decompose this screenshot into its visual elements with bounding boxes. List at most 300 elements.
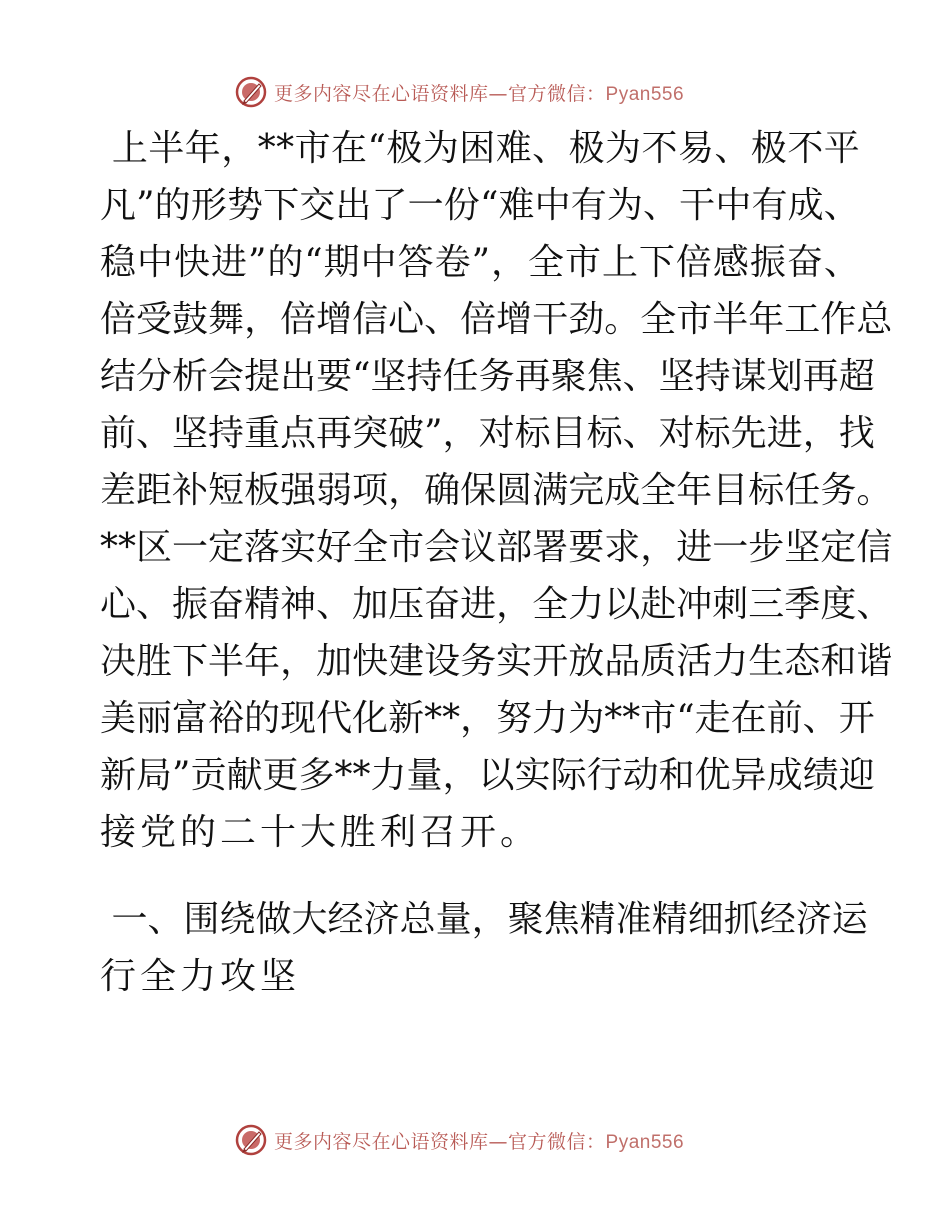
pen-logo-icon (234, 75, 268, 109)
glyph: 、 (643, 185, 680, 226)
glyph: 凡 (100, 185, 137, 226)
paragraph-line (100, 405, 875, 462)
glyph: 、 (622, 413, 659, 454)
watermark-label: 更多内容尽在心语资料库—官方微信： (274, 1130, 606, 1153)
glyph: 坚 (172, 413, 209, 454)
glyph: 突 (352, 413, 389, 454)
glyph: ， (640, 527, 677, 568)
paragraph-line (100, 633, 893, 690)
glyph: 加 (352, 584, 389, 625)
glyph: 完 (568, 470, 605, 511)
glyph: 焦 (586, 356, 623, 397)
glyph: 中 (136, 242, 173, 283)
glyph: 质 (640, 641, 677, 682)
glyph: 析 (172, 356, 209, 397)
glyph: 年 (748, 299, 785, 340)
glyph: 再 (802, 356, 839, 397)
glyph: 定 (820, 527, 857, 568)
glyph: 快 (352, 641, 389, 682)
glyph: 倍 (100, 299, 137, 340)
glyph: 结 (100, 356, 137, 397)
glyph: ， (244, 299, 281, 340)
glyph: 持 (406, 356, 443, 397)
glyph: 圆 (496, 470, 533, 511)
glyph: 更 (262, 755, 299, 796)
glyph: 奋 (786, 242, 823, 283)
glyph: 重 (244, 413, 281, 454)
glyph: 有 (570, 185, 607, 226)
glyph: 走 (694, 698, 731, 739)
glyph: 。 (856, 470, 893, 511)
glyph: 加 (316, 641, 353, 682)
glyph: 在 (331, 128, 368, 169)
glyph: 压 (388, 584, 425, 625)
glyph: 异 (730, 755, 767, 796)
glyph: “ (352, 356, 371, 397)
glyph: 冲 (676, 584, 713, 625)
glyph: 年 (184, 128, 221, 169)
glyph: 做 (255, 899, 292, 940)
glyph: 设 (424, 641, 461, 682)
glyph: 围 (183, 899, 220, 940)
glyph: 局 (136, 755, 173, 796)
glyph: 前 (100, 413, 137, 454)
glyph: 易 (677, 128, 714, 169)
glyph: 不 (787, 128, 824, 169)
glyph: 济 (363, 899, 400, 940)
glyph: ” (471, 242, 491, 283)
section-heading (100, 891, 868, 1005)
glyph: 鼓 (172, 299, 209, 340)
glyph: 总 (399, 899, 436, 940)
glyph: 生 (748, 641, 785, 682)
glyph: 大 (291, 899, 328, 940)
glyph: 经 (759, 899, 796, 940)
glyph: * (276, 128, 295, 169)
glyph: 和 (658, 755, 695, 796)
glyph: 部 (496, 527, 533, 568)
glyph: 上 (601, 242, 638, 283)
glyph: 动 (622, 755, 659, 796)
glyph: 实 (496, 641, 533, 682)
glyph: 极 (750, 128, 787, 169)
glyph: 半 (208, 641, 245, 682)
glyph: 坚 (370, 356, 407, 397)
glyph: 为 (606, 185, 643, 226)
glyph: 、 (856, 584, 893, 625)
glyph: 对 (478, 413, 515, 454)
glyph: 难 (498, 185, 535, 226)
glyph: 干 (532, 299, 569, 340)
glyph: 全 (532, 584, 569, 625)
glyph: 为 (422, 128, 459, 169)
glyph: 迎 (838, 755, 875, 796)
glyph: * (352, 755, 371, 796)
glyph: 、 (823, 242, 860, 283)
glyph: 神 (280, 584, 317, 625)
glyph: 困 (459, 128, 496, 169)
glyph: “ (304, 242, 323, 283)
glyph: 丽 (136, 698, 173, 739)
glyph: 、 (714, 128, 751, 169)
glyph: 富 (172, 698, 209, 739)
glyph: 确 (424, 470, 461, 511)
paragraph-line (100, 291, 893, 348)
glyph: 倍 (675, 242, 712, 283)
glyph: 距 (136, 470, 173, 511)
glyph: 下 (172, 641, 209, 682)
glyph: 极 (568, 128, 605, 169)
glyph: 总 (856, 299, 893, 340)
heading-line: 行全力攻坚 (100, 956, 301, 997)
glyph: 劲 (568, 299, 605, 340)
glyph: ” (136, 185, 155, 226)
glyph: 出 (280, 356, 317, 397)
glyph: 量 (435, 899, 472, 940)
glyph: 要 (568, 527, 605, 568)
glyph: 以 (604, 584, 641, 625)
glyph: 进 (676, 527, 713, 568)
glyph: 快 (173, 242, 210, 283)
glyph: 、 (147, 899, 184, 940)
glyph: 奋 (208, 584, 245, 625)
glyph: 标 (694, 413, 731, 454)
glyph: 持 (208, 413, 245, 454)
glyph: 满 (532, 470, 569, 511)
watermark-text (274, 1127, 684, 1154)
glyph: 细 (687, 899, 724, 940)
glyph: 标 (748, 470, 785, 511)
glyph: 心 (388, 299, 425, 340)
glyph: 先 (730, 413, 767, 454)
glyph: 倍 (280, 299, 317, 340)
glyph: 一 (407, 185, 444, 226)
glyph: 一 (712, 527, 749, 568)
glyph: 答 (397, 242, 434, 283)
glyph: 一 (111, 899, 148, 940)
glyph: 美 (100, 698, 137, 739)
glyph: 进 (210, 242, 247, 283)
glyph: 了 (371, 185, 408, 226)
glyph: ， (442, 413, 479, 454)
glyph: 强 (280, 470, 317, 511)
glyph: 谐 (856, 641, 893, 682)
glyph: 增 (496, 299, 533, 340)
glyph: 感 (712, 242, 749, 283)
glyph: ， (221, 128, 258, 169)
glyph: 、 (823, 185, 860, 226)
glyph: 心 (100, 584, 137, 625)
glyph: 决 (100, 641, 137, 682)
glyph: 为 (568, 698, 605, 739)
paragraph-line (100, 120, 860, 177)
glyph: 前 (766, 698, 803, 739)
glyph: “ (367, 128, 386, 169)
glyph: ， (388, 470, 425, 511)
glyph: 献 (226, 755, 263, 796)
glyph: 努 (496, 698, 533, 739)
glyph: 胜 (136, 641, 173, 682)
glyph: 全 (640, 470, 677, 511)
glyph: ， (496, 584, 533, 625)
glyph: 提 (244, 356, 281, 397)
glyph: 落 (244, 527, 281, 568)
glyph: * (622, 698, 641, 739)
glyph: 务 (478, 356, 515, 397)
glyph: 精 (579, 899, 616, 940)
glyph: 、 (316, 584, 353, 625)
glyph: 奋 (424, 584, 461, 625)
glyph: ， (490, 242, 527, 283)
glyph: 新 (388, 698, 425, 739)
glyph: 全 (352, 527, 389, 568)
glyph: 稳 (100, 242, 137, 283)
glyph: 际 (550, 755, 587, 796)
glyph: 现 (280, 698, 317, 739)
glyph: 增 (316, 299, 353, 340)
glyph: * (100, 527, 118, 568)
glyph (100, 120, 111, 177)
glyph: ” (424, 413, 443, 454)
glyph: 聚 (507, 899, 544, 940)
glyph: 一 (172, 527, 209, 568)
glyph: 区 (136, 527, 173, 568)
glyph: 中 (715, 185, 752, 226)
glyph: * (118, 527, 136, 568)
glyph: 下 (638, 242, 675, 283)
glyph: 补 (172, 470, 209, 511)
glyph: 振 (172, 584, 209, 625)
glyph: 年 (244, 641, 281, 682)
glyph: 裕 (208, 698, 245, 739)
paragraph-line (100, 747, 875, 804)
glyph: 成 (766, 755, 803, 796)
glyph: 出 (335, 185, 372, 226)
glyph: 再 (514, 356, 551, 397)
glyph: 市 (388, 527, 425, 568)
glyph: 季 (784, 584, 821, 625)
glyph: 署 (532, 527, 569, 568)
glyph: 济 (795, 899, 832, 940)
glyph: 全 (527, 242, 564, 283)
glyph: 进 (460, 584, 497, 625)
glyph: 任 (442, 356, 479, 397)
glyph: 行 (586, 755, 623, 796)
glyph: 的 (267, 242, 304, 283)
glyph: 实 (514, 755, 551, 796)
glyph: 要 (316, 356, 353, 397)
glyph: 的 (244, 698, 281, 739)
glyph: 分 (136, 356, 173, 397)
glyph: 、 (424, 299, 461, 340)
glyph: 有 (751, 185, 788, 226)
paragraph-line (100, 348, 875, 405)
glyph: 化 (352, 698, 389, 739)
glyph: 目 (712, 470, 749, 511)
glyph: 运 (831, 899, 868, 940)
glyph: ， (802, 413, 839, 454)
glyph: * (604, 698, 623, 739)
glyph: 代 (316, 698, 353, 739)
glyph: 度 (820, 584, 857, 625)
glyph: 标 (586, 413, 623, 454)
body-paragraph (100, 120, 893, 861)
glyph: 市 (294, 128, 331, 169)
glyph: 项 (352, 470, 389, 511)
glyph: 务 (460, 641, 497, 682)
glyph: “ (676, 698, 695, 739)
glyph: * (424, 698, 443, 739)
glyph: 和 (820, 641, 857, 682)
glyph: 求 (604, 527, 641, 568)
glyph: 在 (730, 698, 767, 739)
paragraph-line (100, 576, 893, 633)
glyph: 会 (208, 356, 245, 397)
glyph: 形 (190, 185, 227, 226)
paragraph-line (100, 690, 875, 747)
paragraph-line (100, 519, 893, 576)
glyph: ， (460, 698, 497, 739)
glyph: 极 (386, 128, 423, 169)
glyph: 破 (388, 413, 425, 454)
glyph: 不 (641, 128, 678, 169)
glyph: 力 (532, 698, 569, 739)
glyph: 、 (622, 356, 659, 397)
glyph: 振 (749, 242, 786, 283)
glyph: 力 (712, 641, 749, 682)
glyph: 绩 (802, 755, 839, 796)
glyph: * (442, 698, 461, 739)
glyph: 多 (298, 755, 335, 796)
glyph: 实 (280, 527, 317, 568)
glyph: 中 (360, 242, 397, 283)
glyph: 精 (651, 899, 688, 940)
glyph: 点 (280, 413, 317, 454)
glyph: “ (479, 185, 499, 226)
glyph: 年 (676, 470, 713, 511)
glyph: 。 (604, 299, 641, 340)
glyph: 保 (460, 470, 497, 511)
glyph: 建 (388, 641, 425, 682)
glyph: 会 (424, 527, 461, 568)
glyph: 贡 (190, 755, 227, 796)
glyph: 议 (460, 527, 497, 568)
glyph: ， (471, 899, 508, 940)
glyph: 经 (327, 899, 364, 940)
glyph: 标 (514, 413, 551, 454)
paragraph-line: 接党的二十大胜利召开。 (100, 812, 541, 853)
glyph: 成 (604, 470, 641, 511)
glyph: 谋 (730, 356, 767, 397)
glyph: 为 (605, 128, 642, 169)
glyph: 成 (787, 185, 824, 226)
glyph: 中 (534, 185, 571, 226)
glyph: 任 (784, 470, 821, 511)
glyph: 持 (694, 356, 731, 397)
glyph: 新 (100, 755, 137, 796)
glyph: 坚 (784, 527, 821, 568)
glyph: ， (280, 641, 317, 682)
watermark-header (234, 72, 684, 112)
glyph: 进 (766, 413, 803, 454)
glyph: 舞 (208, 299, 245, 340)
glyph: 难 (495, 128, 532, 169)
glyph: ， (442, 755, 479, 796)
glyph: 市 (564, 242, 601, 283)
glyph: 放 (568, 641, 605, 682)
watermark-text (274, 79, 684, 106)
watermark-wechat-id: Pyan556 (605, 1131, 685, 1153)
glyph: 平 (823, 128, 860, 169)
glyph: 上 (111, 128, 148, 169)
glyph: 划 (766, 356, 803, 397)
glyph: 活 (676, 641, 713, 682)
glyph: 刺 (712, 584, 749, 625)
paragraph-line (100, 462, 893, 519)
glyph: 半 (148, 128, 185, 169)
glyph: 卷 (434, 242, 471, 283)
glyph: 短 (208, 470, 245, 511)
glyph: 目 (550, 413, 587, 454)
glyph: 半 (712, 299, 749, 340)
glyph: 力 (568, 584, 605, 625)
watermark-wechat-id: Pyan556 (605, 83, 685, 105)
heading-line (100, 891, 868, 948)
glyph: 焦 (543, 899, 580, 940)
glyph: 绕 (219, 899, 256, 940)
glyph: 全 (640, 299, 677, 340)
paragraph-line (100, 177, 860, 234)
glyph: 期 (323, 242, 360, 283)
glyph: 准 (615, 899, 652, 940)
glyph: 交 (299, 185, 336, 226)
glyph: 超 (838, 356, 875, 397)
pen-logo-icon (234, 1123, 268, 1157)
glyph: 势 (226, 185, 263, 226)
glyph: 量 (406, 755, 443, 796)
glyph: 板 (244, 470, 281, 511)
glyph: 、 (532, 128, 569, 169)
glyph: 好 (316, 527, 353, 568)
glyph: ” (247, 242, 267, 283)
glyph: 找 (838, 413, 875, 454)
glyph: 、 (136, 584, 173, 625)
glyph: 工 (784, 299, 821, 340)
glyph: 态 (784, 641, 821, 682)
glyph: 以 (478, 755, 515, 796)
glyph: 干 (679, 185, 716, 226)
glyph: 市 (640, 698, 677, 739)
glyph: 、 (136, 413, 173, 454)
glyph (100, 891, 111, 948)
paragraph-line (100, 234, 860, 291)
glyph: * (257, 128, 276, 169)
glyph: 信 (856, 527, 893, 568)
glyph: 力 (370, 755, 407, 796)
watermark-label: 更多内容尽在心语资料库—官方微信： (274, 82, 606, 105)
glyph: 步 (748, 527, 785, 568)
glyph: 聚 (550, 356, 587, 397)
glyph: 三 (748, 584, 785, 625)
glyph: 务 (820, 470, 857, 511)
glyph: * (334, 755, 353, 796)
glyph: 对 (658, 413, 695, 454)
glyph: 份 (443, 185, 480, 226)
glyph: 受 (136, 299, 173, 340)
glyph: 下 (263, 185, 300, 226)
glyph: 弱 (316, 470, 353, 511)
glyph: 、 (802, 698, 839, 739)
